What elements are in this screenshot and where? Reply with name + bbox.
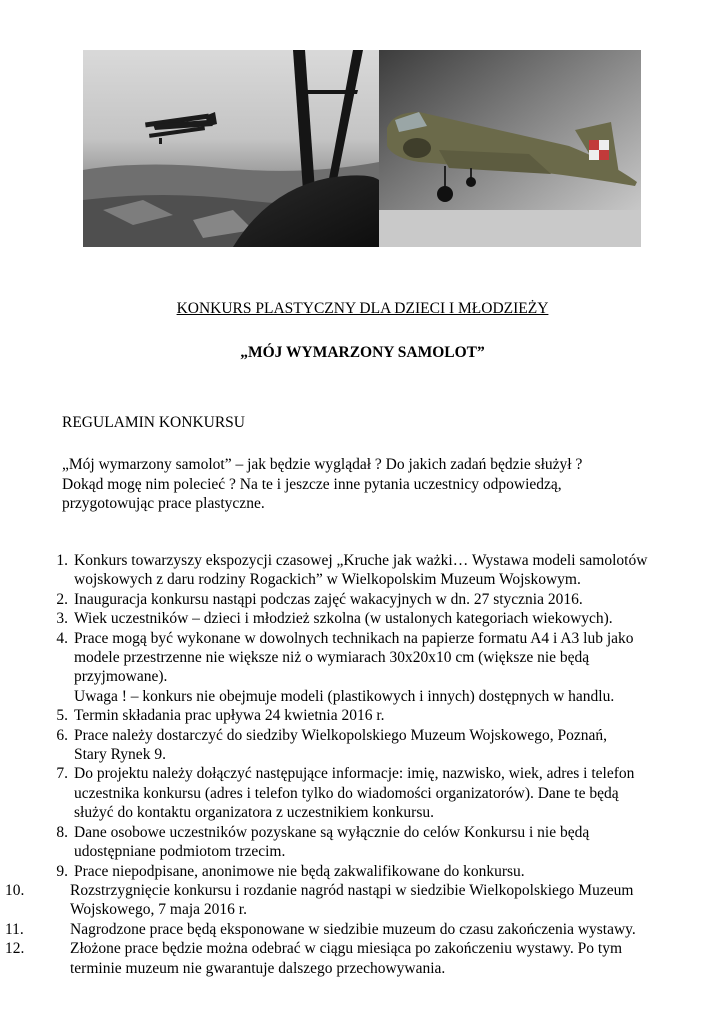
contest-title: „MÓJ WYMARZONY SAMOLOT” <box>240 344 485 361</box>
rule-note: Uwaga ! – konkurs nie obejmuje modeli (plastikowych i innych) dostępnych w handlu. <box>74 687 615 705</box>
rule-number: 2. <box>56 590 68 608</box>
intro-line: „Mój wymarzony samolot” – jak będzie wyglądał ? Do jakich zadań będzie służył ? <box>62 456 583 473</box>
rule-number: 4. <box>56 629 68 647</box>
rule-number: 3. <box>56 610 68 628</box>
bomber-model-photo <box>379 50 641 247</box>
rule-line: Inauguracja konkursu nastąpi podczas zajęć wakacyjnych w dn. 27 stycznia 2016. <box>74 590 583 608</box>
rule-line: uczestnika konkursu (adres i telefon tylko do wiadomości organizatorów). Dane te będą <box>74 784 619 802</box>
rule-line: Rozstrzygnięcie konkursu i rozdanie nagród nastąpi w siedzibie Wielkopolskiego Muzeum <box>70 881 634 899</box>
rule-number: 1. <box>56 552 68 569</box>
rule-line: Konkurs towarzyszy ekspozycji czasowej „Kruche jak ważki… Wystawa modeli samolotów <box>74 552 648 569</box>
rule-item <box>0 862 647 881</box>
contest-heading: KONKURS PLASTYCZNY DLA DZIECI I MŁODZIEŻY <box>176 300 549 317</box>
rule-item <box>0 823 647 862</box>
rule-line: Stary Rynek 9. <box>74 746 166 764</box>
intro-line: Dokąd mogę nim polecieć ? Na te i jeszcze inne pytania uczestnicy odpowiedzą, <box>62 475 562 493</box>
rule-number: 6. <box>56 726 68 744</box>
rule-line: Do projektu należy dołączyć następujące informacje: imię, nazwisko, wiek, adres i telefon <box>74 765 635 783</box>
rule-item <box>0 920 647 939</box>
rule-item <box>0 881 647 920</box>
rule-line: wojskowych z daru rodziny Rogackich” w Wielkopolskim Muzeum Wojskowym. <box>74 571 581 589</box>
rule-line: Prace należy dostarczyć do siedziby Wielkopolskiego Muzeum Wojskowego, Poznań, <box>74 726 608 744</box>
rule-line: Wojskowego, 7 maja 2016 r. <box>70 901 247 919</box>
rule-line: modele przestrzenne nie większe niż o wymiarach 30x20x10 cm (większe nie będą <box>74 649 590 667</box>
rule-line: Złożone prace będzie można odebrać w ciągu miesiąca po zakończeniu wystawy. Po tym <box>70 940 623 958</box>
rule-item <box>0 939 647 978</box>
rule-number: 8. <box>56 823 68 841</box>
rule-line: służyć do kontaktu organizatora z uczestnikiem konkursu. <box>74 804 434 822</box>
rule-item <box>0 764 647 822</box>
rule-item <box>0 590 647 609</box>
rules-title: REGULAMIN KONKURSU <box>62 414 245 431</box>
rule-number: 12. <box>5 940 25 958</box>
intro-paragraph <box>62 455 662 514</box>
rule-line: Termin składania prac upływa 24 kwietnia 2016 r. <box>74 707 385 725</box>
rule-item <box>0 609 647 628</box>
biplane-flight-photo <box>83 50 379 247</box>
rule-line: udostępniane podmiotom trzecim. <box>74 843 286 861</box>
rule-line: Prace niepodpisane, anonimowe nie będą zakwalifikowane do konkursu. <box>74 862 525 880</box>
rule-line: Wiek uczestników – dzieci i młodzież szkolna (w ustalonych kategoriach wiekowych). <box>74 610 613 628</box>
rule-item <box>0 726 647 765</box>
rule-line: terminie muzeum nie gwarantuje dalszego przechowywania. <box>70 959 446 977</box>
rule-line: przyjmowane). <box>74 668 168 686</box>
rule-number: 9. <box>56 862 68 880</box>
intro-line: przygotowując prace plastyczne. <box>62 495 265 512</box>
rule-line: Dane osobowe uczestników pozyskane są wyłącznie do celów Konkursu i nie będą <box>74 823 590 841</box>
rule-number: 7. <box>56 765 68 783</box>
rule-item <box>0 551 647 590</box>
rule-line: Nagrodzone prace będą eksponowane w siedzibie muzeum do czasu zakończenia wystawy. <box>70 920 636 938</box>
rule-number: 11. <box>5 920 24 938</box>
rule-number: 5. <box>56 707 68 725</box>
rule-line: Prace mogą być wykonane w dowolnych technikach na papierze formatu A4 i A3 lub jako <box>74 629 634 647</box>
rules-list <box>0 551 647 978</box>
rule-number: 10. <box>5 881 25 899</box>
rule-item <box>0 629 647 707</box>
rule-item <box>0 706 647 725</box>
